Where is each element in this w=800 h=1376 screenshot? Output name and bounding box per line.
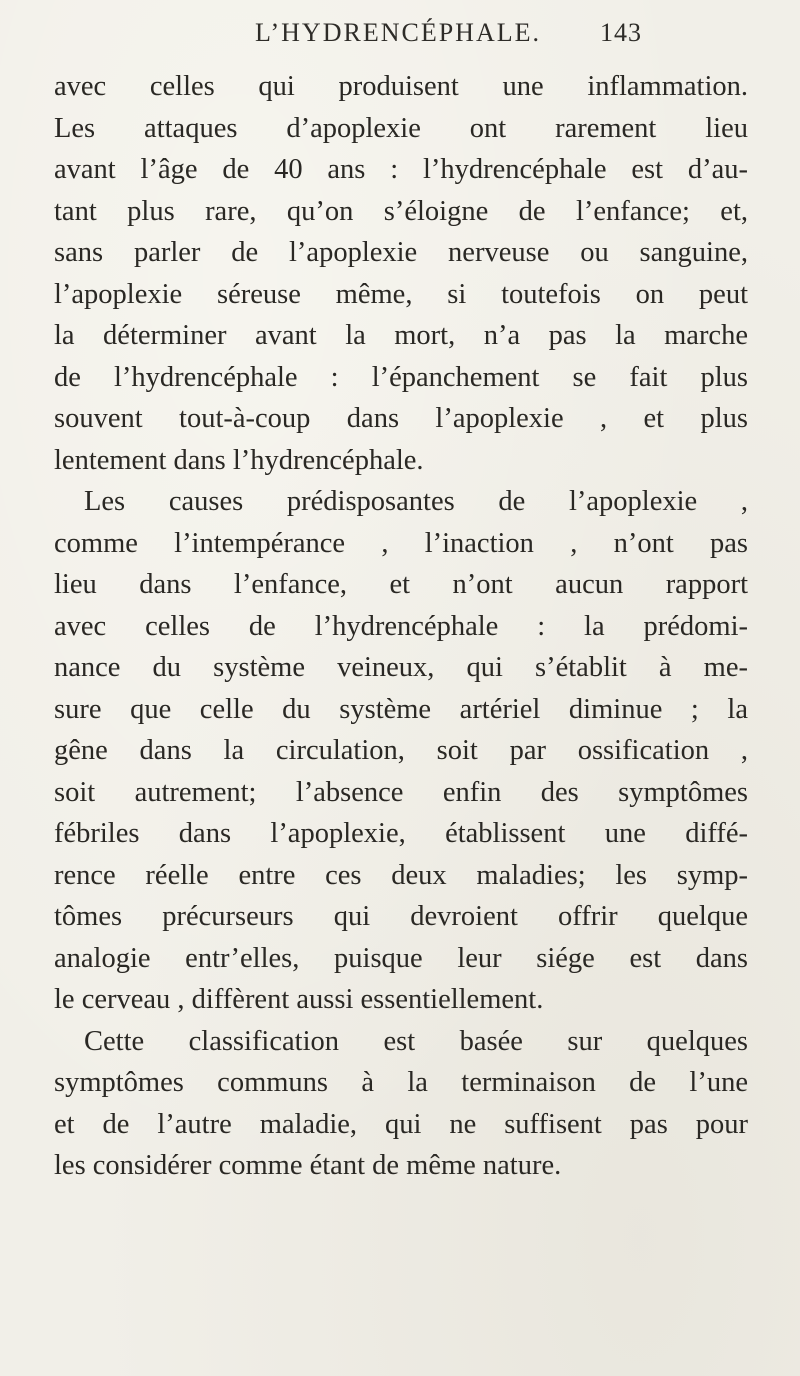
text-line: tômes précurseurs qui devroient offrir quelque [54,901,748,932]
text-line: avec celles qui produisent une inflammation. [54,71,748,102]
text-line: les considérer comme étant de même nature. [54,1150,562,1181]
text-line: Les attaques d’apoplexie ont rarement lieu [54,112,748,144]
running-title: L’HYDRENCÉPHALE. [255,18,541,47]
text-line: et de l’autre maladie, qui ne suffisent pas pour [54,1108,748,1140]
text-line: avec celles de l’hydrencéphale : la prédomi- [54,610,748,642]
text-line: analogie entr’elles, puisque leur siége est dans [54,942,748,974]
text-line: souvent tout-à-coup dans l’apoplexie , et plus [54,403,748,434]
text-line: l’apoplexie séreuse même, si toutefois on peut [54,278,748,310]
text-line: sure que celle du système artériel diminue ; la [54,693,748,725]
text-line: rence réelle entre ces deux maladies; les symp- [54,859,748,891]
text-line: lentement dans l’hydrencéphale. [54,444,424,476]
running-head [0,10,800,50]
text-line: soit autrement; l’absence enfin des symptômes [54,776,748,808]
page-number: 143 [600,18,642,47]
text-line: lieu dans l’enfance, et n’ont aucun rapport [54,569,748,600]
text-line: symptômes communs à la terminaison de l’une [54,1067,748,1098]
text-line: sans parler de l’apoplexie nerveuse ou sanguine, [54,237,748,268]
text-line: avant l’âge de 40 ans : l’hydrencéphale est d’au- [54,154,748,185]
text-line: nance du système veineux, qui s’établit à me- [54,652,748,683]
text-line: comme l’intempérance , l’inaction , n’ont pas [54,527,748,559]
text-line: tant plus rare, qu’on s’éloigne de l’enfance; et, [54,195,748,227]
text-line: la déterminer avant la mort, n’a pas la marche [54,320,748,351]
text-line: gêne dans la circulation, soit par ossification , [54,735,748,766]
text-line: de l’hydrencéphale : l’épanchement se fait plus [54,361,748,393]
text-line: fébriles dans l’apoplexie, établissent une diffé- [54,818,748,849]
paragraph-first-line: Cette classification est basée sur quelques [84,1025,748,1057]
paragraph-first-line: Les causes prédisposantes de l’apoplexie , [84,486,748,517]
text-line: le cerveau , diffèrent aussi essentiellement. [54,984,544,1015]
